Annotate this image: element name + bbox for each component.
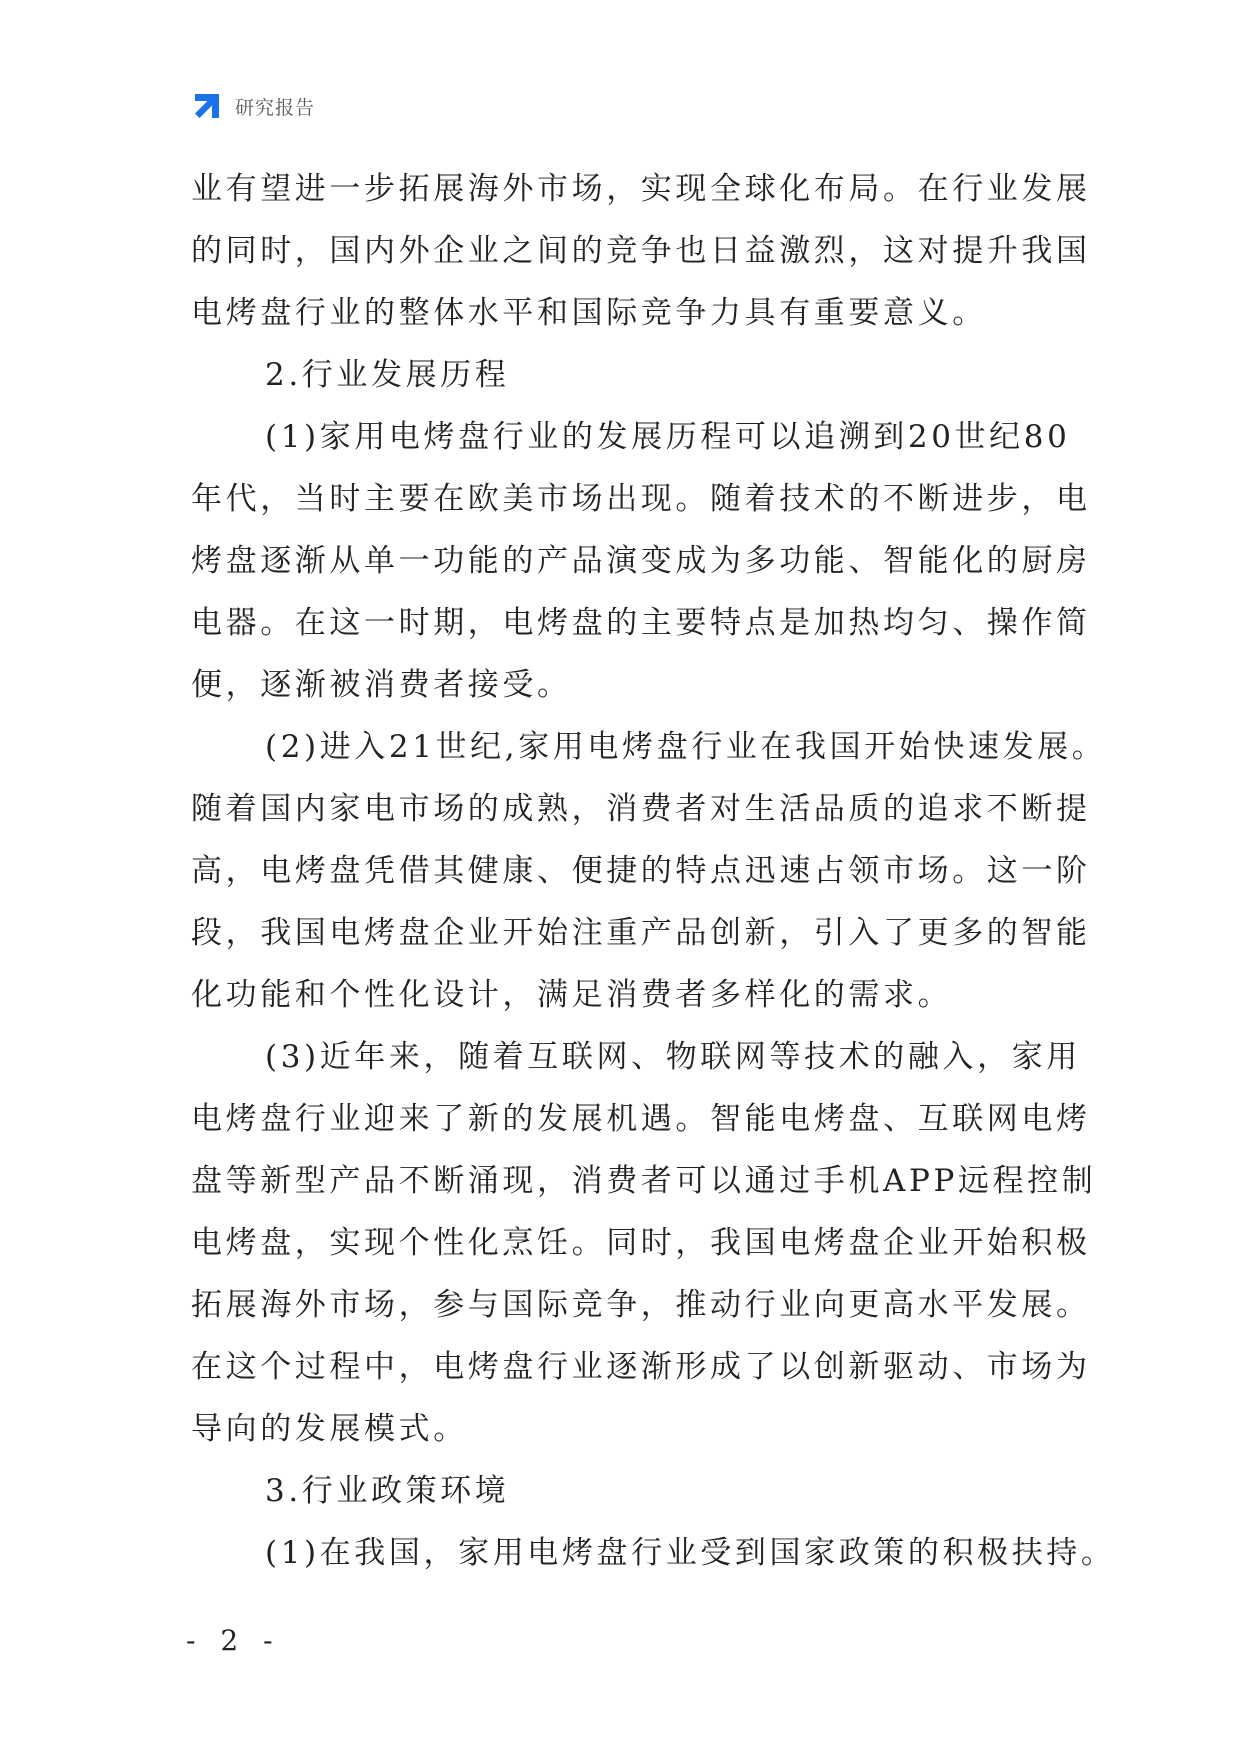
page-number: - 2 - <box>186 1624 281 1657</box>
section-heading-development-history <box>191 344 1071 406</box>
text-line: 烤盘逐渐从单一功能的产品演变成为多功能、智能化的厨房 <box>191 543 1091 579</box>
text-line: 电烤盘，实现个性化烹饪。同时，我国电烤盘企业开始积极 <box>191 1225 1091 1261</box>
heading-text: 3.行业政策环境 <box>265 1473 510 1509</box>
text-line: 电烤盘行业迎来了新的发展机遇。智能电烤盘、互联网电烤 <box>191 1101 1091 1137</box>
text-line: 段，我国电烤盘企业开始注重产品创新，引入了更多的智能 <box>191 915 1091 951</box>
text-line: 便，逐渐被消费者接受。 <box>191 667 572 703</box>
document-body <box>191 158 1116 1584</box>
text-line: 随着国内家电市场的成熟，消费者对生活品质的追求不断提 <box>191 791 1091 827</box>
text-line: (1)在我国，家用电烤盘行业受到国家政策的积极扶持。 <box>265 1535 1116 1571</box>
text-line: 在这个过程中，电烤盘行业逐渐形成了以创新驱动、市场为 <box>191 1349 1091 1385</box>
text-line: 盘等新型产品不断涌现，消费者可以通过手机APP远程控制 <box>191 1163 1097 1199</box>
text-line: 业有望进一步拓展海外市场，实现全球化布局。在行业发展 <box>191 171 1091 207</box>
text-line: (3)近年来，随着互联网、物联网等技术的融入，家用 <box>265 1039 1081 1075</box>
header-title: 研究报告 <box>235 96 316 119</box>
text-line: 的同时，国内外企业之间的竞争也日益激烈，这对提升我国 <box>191 233 1091 269</box>
paragraph-policy-1 <box>191 1522 1116 1584</box>
text-line: (2)进入21世纪,家用电烤盘行业在我国开始快速发展。 <box>265 729 1107 765</box>
text-line: (1)家用电烤盘行业的发展历程可以追溯到20世纪80 <box>265 419 1071 455</box>
text-line: 年代，当时主要在欧美市场出现。随着技术的不断进步，电 <box>191 481 1091 517</box>
text-line: 高，电烤盘凭借其健康、便捷的特点迅速占领市场。这一阶 <box>191 853 1091 889</box>
text-line: 拓展海外市场，参与国际竞争，推动行业向更高水平发展。 <box>191 1287 1091 1323</box>
paragraph-history-2 <box>191 716 1107 1026</box>
report-header <box>191 89 315 123</box>
arrow-logo-icon <box>191 90 223 122</box>
paragraph-history-1 <box>191 406 1091 716</box>
text-line: 化功能和个性化设计，满足消费者多样化的需求。 <box>191 977 953 1013</box>
text-line: 电烤盘行业的整体水平和国际竞争力具有重要意义。 <box>191 295 987 331</box>
section-heading-policy-environment <box>191 1460 1071 1522</box>
heading-text: 2.行业发展历程 <box>265 357 510 393</box>
text-line: 导向的发展模式。 <box>191 1411 468 1447</box>
text-line: 电器。在这一时期，电烤盘的主要特点是加热均匀、操作简 <box>191 605 1091 641</box>
paragraph-continued <box>191 158 1091 344</box>
paragraph-history-3 <box>191 1026 1097 1460</box>
